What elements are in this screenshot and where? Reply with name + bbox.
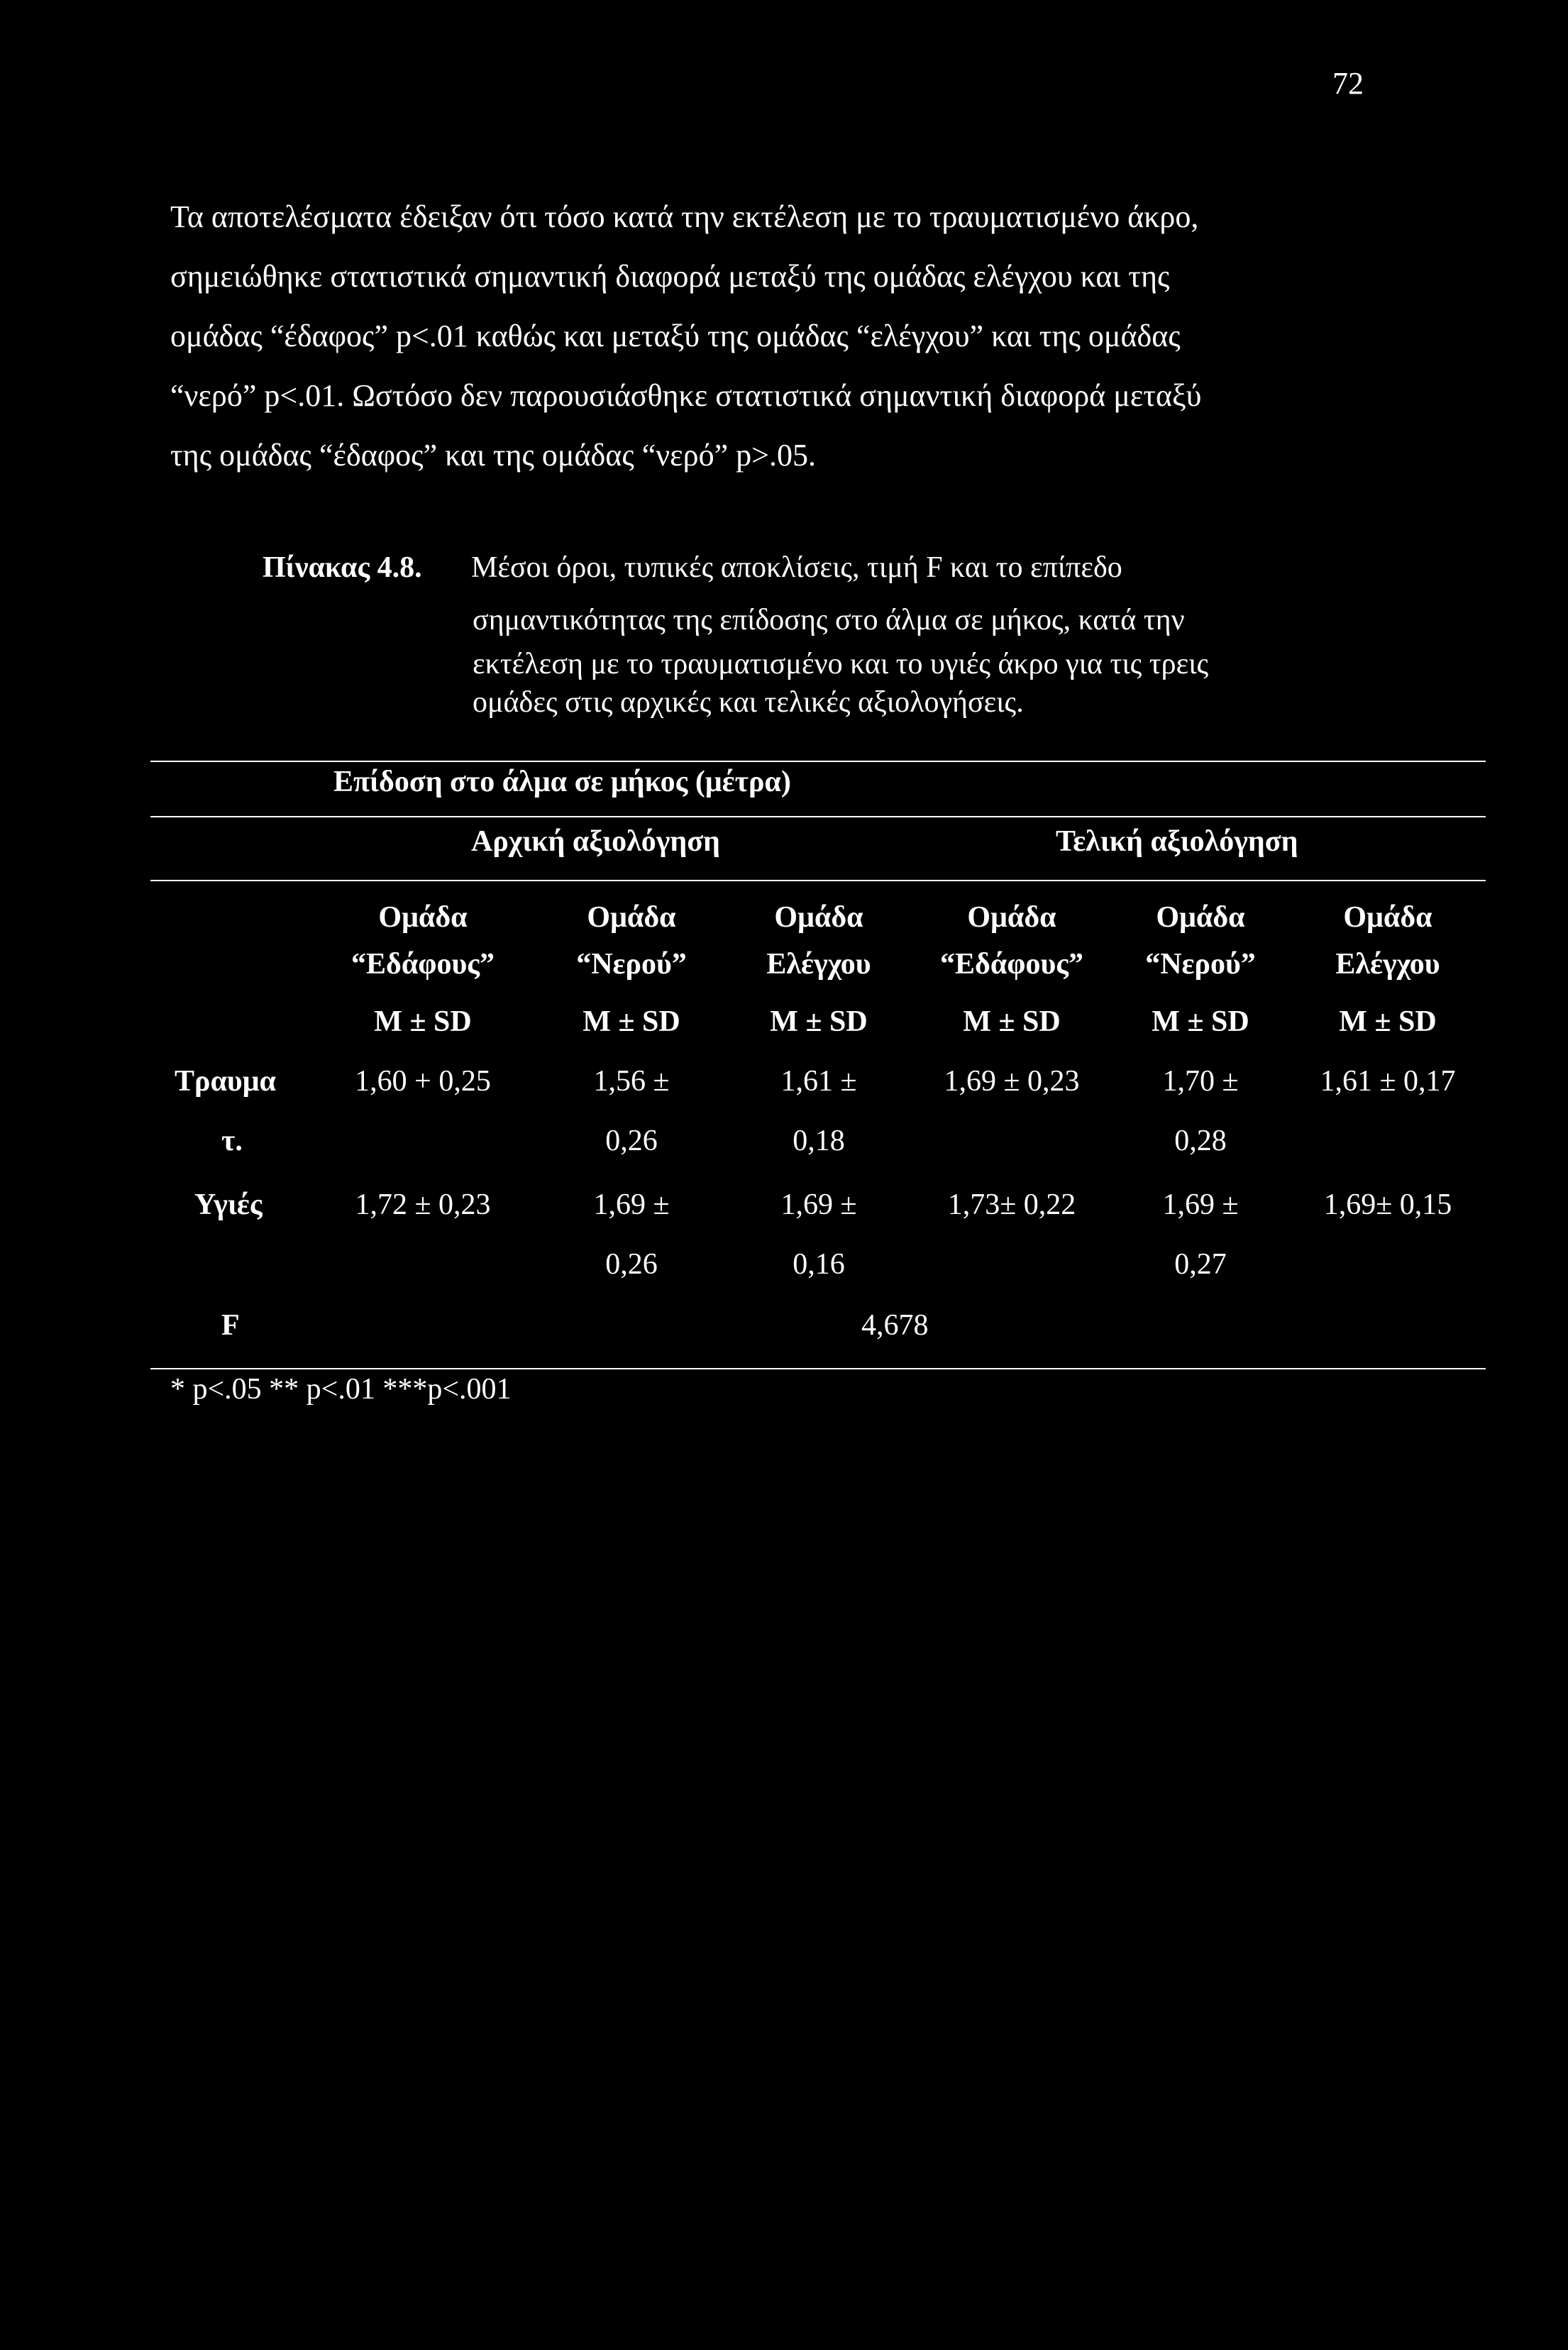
table-cell: 0,18	[793, 1125, 845, 1157]
row-label: Τραυμα	[175, 1065, 276, 1098]
table-cell: 1,69 ±	[780, 1188, 857, 1221]
row-label: τ.	[221, 1125, 243, 1157]
table-cell: 1,60 + 0,25	[355, 1065, 491, 1098]
table-cell: 0,16	[793, 1248, 845, 1281]
paragraph-line: σημειώθηκε στατιστικά σημαντική διαφορά μεταξύ της ομάδας ελέγχου και της	[170, 259, 1170, 294]
table-cell: 1,73± 0,22	[947, 1188, 1076, 1221]
table-cell: 1,69± 0,15	[1323, 1188, 1452, 1221]
msd-header: M ± SD	[1339, 1005, 1437, 1038]
page-number: 72	[1332, 66, 1364, 101]
paragraph-line: της ομάδας “έδαφος” και της ομάδας “νερό” p>.05.	[170, 438, 816, 473]
msd-header: M ± SD	[963, 1005, 1061, 1038]
phase-final-header: Τελική αξιολόγηση	[1056, 825, 1298, 858]
table-title-rule	[150, 816, 1486, 817]
table-cell: 1,61 ± 0,17	[1320, 1065, 1456, 1098]
table-phase-rule	[150, 880, 1486, 881]
table-footnote: * p<.05 ** p<.01 ***p<.001	[170, 1373, 512, 1406]
table-cell: 0,26	[605, 1248, 658, 1281]
table-title: Επίδοση στο άλμα σε μήκος (μέτρα)	[333, 766, 791, 798]
table-cell: 0,27	[1174, 1248, 1227, 1281]
phase-initial-header: Αρχική αξιολόγηση	[471, 825, 720, 858]
f-label: F	[221, 1309, 240, 1342]
msd-header: M ± SD	[1152, 1005, 1249, 1038]
group-header: Ομάδα “Νερού”	[1145, 901, 1256, 981]
paragraph-line: “νερό” p<.01. Ωστόσο δεν παρουσιάσθηκε στατιστικά σημαντική διαφορά μεταξύ	[170, 378, 1202, 413]
f-value: 4,678	[861, 1309, 929, 1342]
table-caption-line: εκτέλεση με το τραυματισμένο και το υγιές άκρο για τις τρεις	[473, 648, 1209, 680]
group-header: Ομάδα “Εδάφους”	[351, 901, 495, 981]
table-cell: 1,61 ±	[780, 1065, 857, 1098]
group-header: Ομάδα “Εδάφους”	[940, 901, 1083, 981]
msd-header: M ± SD	[770, 1005, 868, 1038]
msd-header: M ± SD	[374, 1005, 472, 1038]
group-header: Ομάδα Ελέγχου	[1335, 901, 1440, 981]
table-caption-label: Πίνακας 4.8.	[263, 551, 422, 584]
group-header: Ομάδα “Νερού”	[576, 901, 687, 981]
table-caption-line: Μέσοι όροι, τυπικές αποκλίσεις, τιμή F και το επίπεδο	[471, 551, 1122, 584]
table-cell: 1,56 ±	[593, 1065, 670, 1098]
table-cell: 1,72 ± 0,23	[355, 1188, 491, 1221]
table-caption-line: ομάδες στις αρχικές και τελικές αξιολογήσεις.	[473, 686, 1024, 719]
table-caption-line: σημαντικότητας της επίδοσης στο άλμα σε μήκος, κατά την	[473, 604, 1185, 636]
table-cell: 0,26	[605, 1125, 658, 1157]
paragraph-line: ομάδας “έδαφος” p<.01 καθώς και μεταξύ της ομάδας “ελέγχου” και της ομάδας	[170, 319, 1181, 353]
table-cell: 1,69 ±	[1162, 1188, 1239, 1221]
table-cell: 1,70 ±	[1162, 1065, 1239, 1098]
table-cell: 0,28	[1174, 1125, 1227, 1157]
table-cell: 1,69 ± 0,23	[944, 1065, 1080, 1098]
msd-header: M ± SD	[583, 1005, 680, 1038]
paragraph-line: Τα αποτελέσματα έδειξαν ότι τόσο κατά την εκτέλεση με το τραυματισμένο άκρο,	[170, 199, 1199, 234]
table-bottom-rule	[150, 1368, 1486, 1369]
table-cell: 1,69 ±	[593, 1188, 670, 1221]
table-top-rule	[150, 761, 1486, 762]
row-label: Υγιές	[194, 1188, 263, 1221]
group-header: Ομάδα Ελέγχου	[766, 901, 871, 981]
